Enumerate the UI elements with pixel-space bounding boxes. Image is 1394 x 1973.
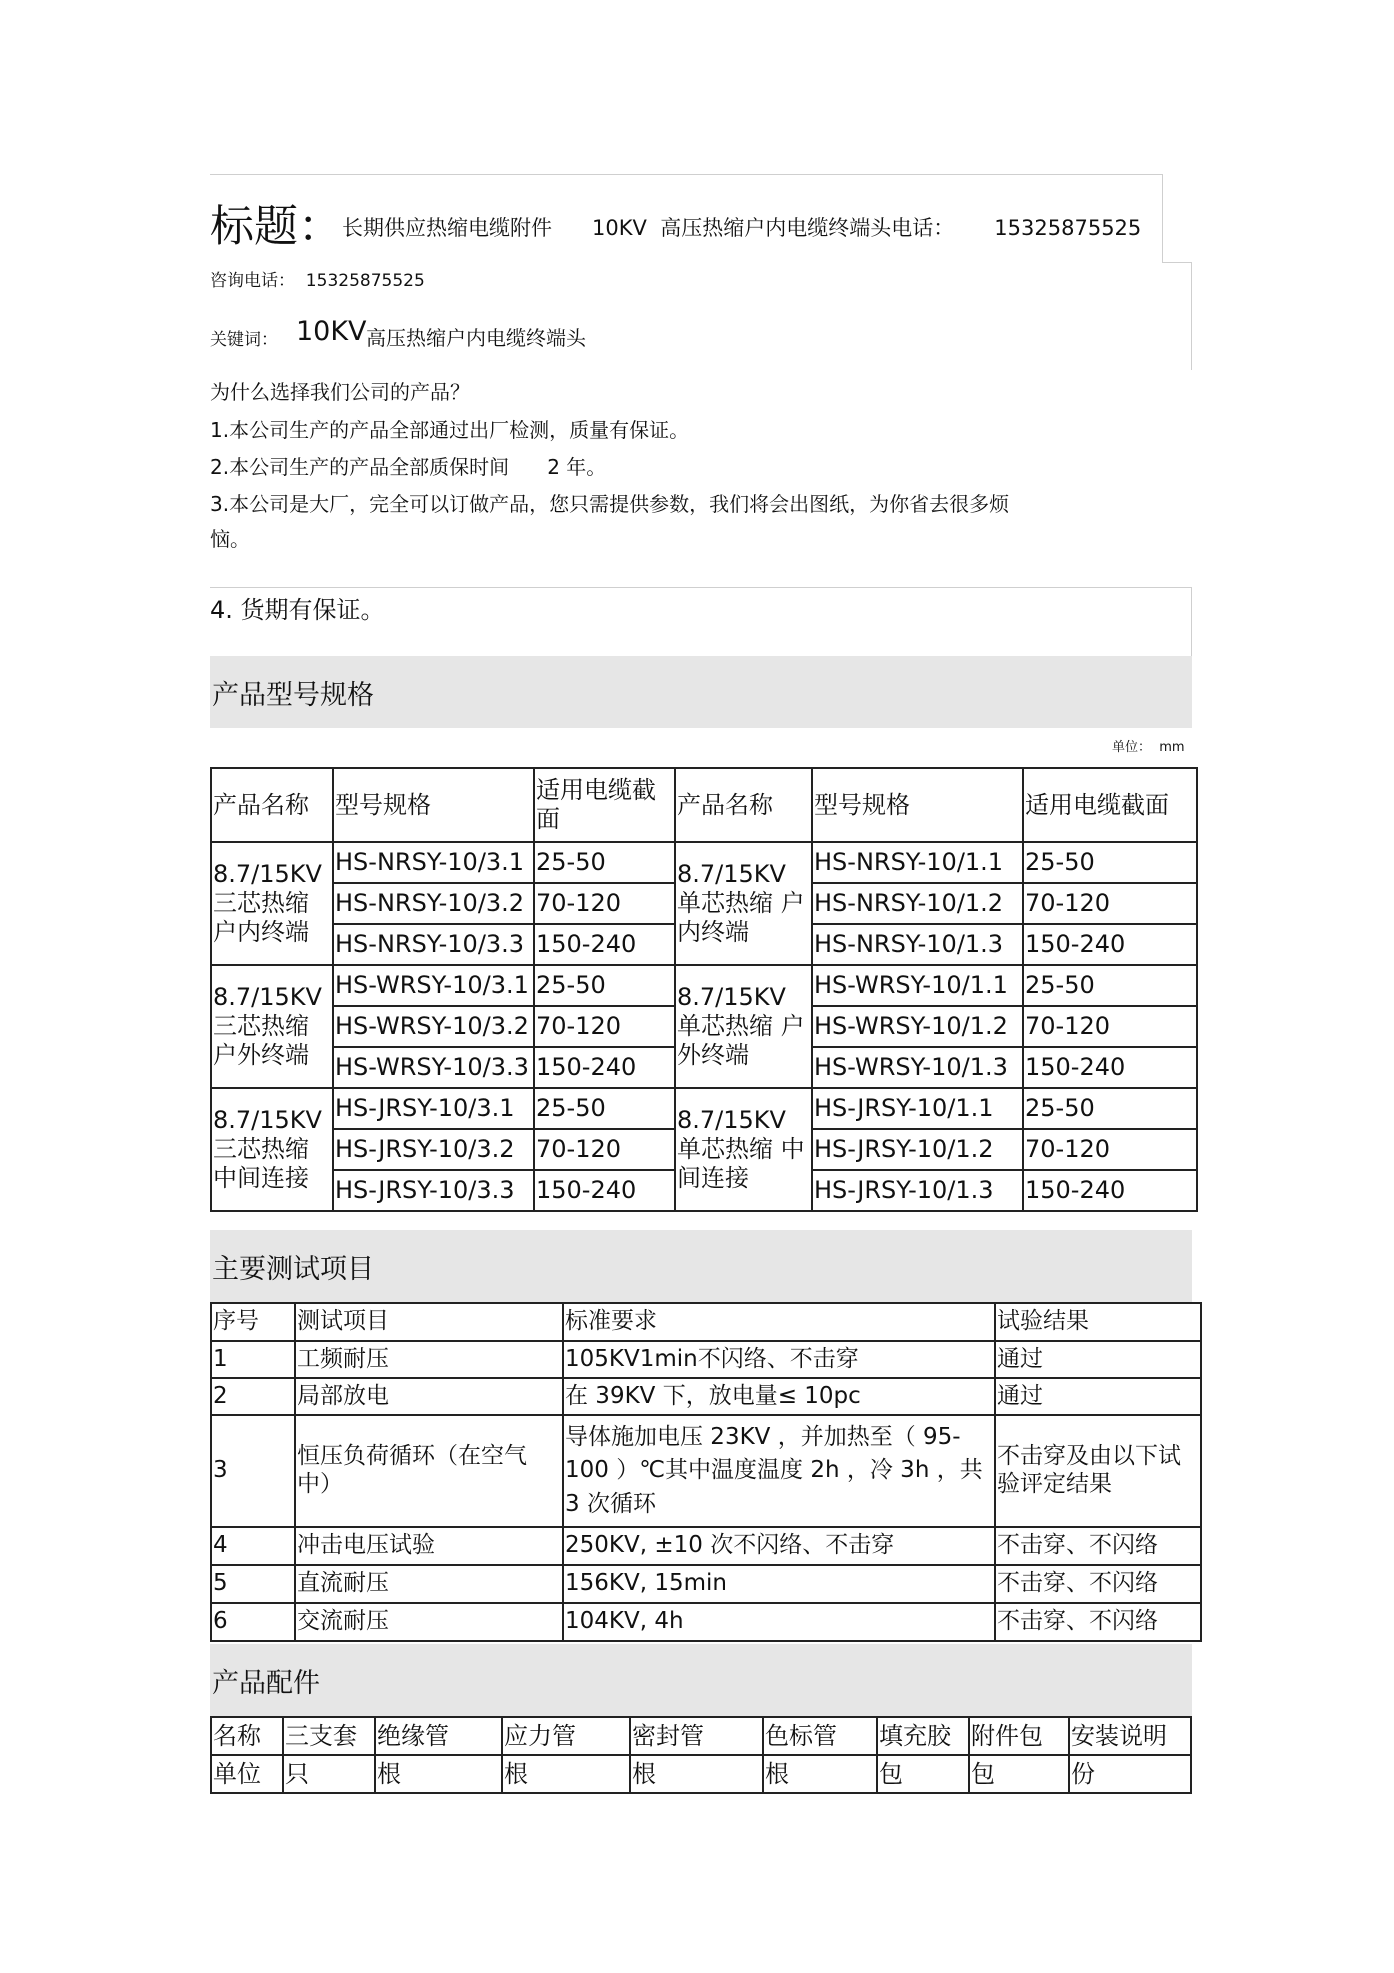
product-name-cell: 8.7/15KV 三芯热缩 户外终端 bbox=[211, 965, 333, 1088]
parts-unit-cell: 根 bbox=[630, 1755, 763, 1793]
model-cell: HS-NRSY-10/1.1 bbox=[812, 842, 1023, 883]
test-req-cell: 在 39KV 下，放电量≤ 10pc bbox=[563, 1378, 995, 1415]
product-name-cell: 8.7/15KV 三芯热缩 户内终端 bbox=[211, 842, 333, 965]
tests-header-cell: 试验结果 bbox=[995, 1303, 1201, 1341]
spec-header-cell: 适用电缆截面 bbox=[1023, 768, 1197, 842]
model-cell: HS-JRSY-10/1.2 bbox=[812, 1129, 1023, 1170]
test-item-cell: 局部放电 bbox=[295, 1378, 563, 1415]
test-no-cell: 4 bbox=[211, 1527, 295, 1565]
test-item-cell: 直流耐压 bbox=[295, 1565, 563, 1603]
parts-unit-cell: 只 bbox=[283, 1755, 375, 1793]
parts-unit-cell: 包 bbox=[877, 1755, 969, 1793]
table-row bbox=[211, 1341, 1201, 1378]
test-item-cell: 工频耐压 bbox=[295, 1341, 563, 1378]
section-cell: 150-240 bbox=[1023, 1170, 1197, 1211]
spec-header-row bbox=[211, 768, 1197, 842]
table-row bbox=[211, 1565, 1201, 1603]
table-row bbox=[211, 1415, 1201, 1527]
parts-name-cell: 名称 bbox=[211, 1717, 283, 1755]
parts-name-cell: 填充胶 bbox=[877, 1717, 969, 1755]
model-cell: HS-NRSY-10/3.3 bbox=[333, 924, 534, 965]
intro-point-3-cont: 恼。 bbox=[210, 527, 250, 551]
model-cell: HS-NRSY-10/1.2 bbox=[812, 883, 1023, 924]
section-cell: 70-120 bbox=[534, 1129, 675, 1170]
test-no-cell: 3 bbox=[211, 1415, 295, 1527]
section-cell: 150-240 bbox=[534, 924, 675, 965]
parts-table bbox=[210, 1716, 1192, 1794]
test-req-cell: 104KV, 4h bbox=[563, 1603, 995, 1641]
parts-name-cell: 安装说明 bbox=[1069, 1717, 1191, 1755]
section-cell: 25-50 bbox=[1023, 1088, 1197, 1129]
table-row bbox=[211, 965, 1197, 1006]
header-frame-right bbox=[1162, 174, 1163, 262]
title-text: 长期供应热缩电缆附件 10KV 高压热缩户内电缆终端头电话： 15325875525 bbox=[342, 216, 1142, 240]
test-item-cell: 冲击电压试验 bbox=[295, 1527, 563, 1565]
spec-table bbox=[210, 767, 1198, 1212]
model-cell: HS-JRSY-10/1.1 bbox=[812, 1088, 1023, 1129]
table-row bbox=[211, 1378, 1201, 1415]
test-item-cell: 交流耐压 bbox=[295, 1603, 563, 1641]
model-cell: HS-NRSY-10/3.1 bbox=[333, 842, 534, 883]
test-item-cell: 恒压负荷循环（在空气中） bbox=[295, 1415, 563, 1527]
model-cell: HS-JRSY-10/1.3 bbox=[812, 1170, 1023, 1211]
parts-unit-cell: 份 bbox=[1069, 1755, 1191, 1793]
parts-unit-cell: 包 bbox=[969, 1755, 1069, 1793]
product-name-cell: 8.7/15KV 单芯热缩 户内终端 bbox=[675, 842, 812, 965]
tests-header-cell: 标准要求 bbox=[563, 1303, 995, 1341]
section-cell: 70-120 bbox=[1023, 1006, 1197, 1047]
test-result-cell: 不击穿及由以下试验评定结果 bbox=[995, 1415, 1201, 1527]
section-cell: 70-120 bbox=[1023, 883, 1197, 924]
tests-section-title: 主要测试项目 bbox=[210, 1230, 1192, 1302]
table-row bbox=[211, 1088, 1197, 1129]
spec-header-cell: 型号规格 bbox=[333, 768, 534, 842]
point4-frame-right bbox=[1191, 587, 1192, 657]
spec-header-cell: 适用电缆截面 bbox=[534, 768, 675, 842]
test-result-cell: 不击穿、不闪络 bbox=[995, 1565, 1201, 1603]
model-cell: HS-JRSY-10/3.1 bbox=[333, 1088, 534, 1129]
test-result-cell: 通过 bbox=[995, 1378, 1201, 1415]
section-cell: 70-120 bbox=[534, 1006, 675, 1047]
model-cell: HS-WRSY-10/1.2 bbox=[812, 1006, 1023, 1047]
tests-table bbox=[210, 1302, 1202, 1642]
intro-point-3: 3.本公司是大厂，完全可以订做产品，您只需提供参数，我们将会出图纸，为你省去很多烦 bbox=[210, 492, 1010, 516]
product-name-cell: 8.7/15KV 单芯热缩 户外终端 bbox=[675, 965, 812, 1088]
parts-unit-cell: 根 bbox=[763, 1755, 877, 1793]
model-cell: HS-JRSY-10/3.2 bbox=[333, 1129, 534, 1170]
parts-name-cell: 附件包 bbox=[969, 1717, 1069, 1755]
model-cell: HS-NRSY-10/1.3 bbox=[812, 924, 1023, 965]
spec-header-cell: 型号规格 bbox=[812, 768, 1023, 842]
product-name-cell: 8.7/15KV 单芯热缩 中间连接 bbox=[675, 1088, 812, 1211]
parts-unit-cell: 根 bbox=[375, 1755, 502, 1793]
model-cell: HS-WRSY-10/3.2 bbox=[333, 1006, 534, 1047]
intro-point-2: 2.本公司生产的产品全部质保时间 2 年。 bbox=[210, 455, 607, 479]
section-cell: 70-120 bbox=[1023, 1129, 1197, 1170]
test-result-cell: 通过 bbox=[995, 1341, 1201, 1378]
parts-name-cell: 三支套 bbox=[283, 1717, 375, 1755]
section-cell: 150-240 bbox=[534, 1047, 675, 1088]
parts-name-cell: 色标管 bbox=[763, 1717, 877, 1755]
table-row bbox=[211, 1603, 1201, 1641]
test-no-cell: 2 bbox=[211, 1378, 295, 1415]
section-cell: 25-50 bbox=[1023, 842, 1197, 883]
spec-header-cell: 产品名称 bbox=[211, 768, 333, 842]
parts-name-cell: 绝缘管 bbox=[375, 1717, 502, 1755]
tests-header-row bbox=[211, 1303, 1201, 1341]
product-name-cell: 8.7/15KV 三芯热缩 中间连接 bbox=[211, 1088, 333, 1211]
model-cell: HS-NRSY-10/3.2 bbox=[333, 883, 534, 924]
test-no-cell: 5 bbox=[211, 1565, 295, 1603]
header-frame-right-lower bbox=[1191, 262, 1192, 370]
section-cell: 25-50 bbox=[534, 1088, 675, 1129]
parts-name-cell: 应力管 bbox=[502, 1717, 630, 1755]
tests-header-cell: 测试项目 bbox=[295, 1303, 563, 1341]
test-req-cell: 导体施加电压 23KV ，并加热至（ 95-100 ）℃其中温度温度 2h ，冷 3h ，共 3 次循环 bbox=[563, 1415, 995, 1527]
test-result-cell: 不击穿、不闪络 bbox=[995, 1527, 1201, 1565]
table-row bbox=[211, 1527, 1201, 1565]
keyword-rest: 高压热缩户内电缆终端头 bbox=[366, 326, 586, 350]
consult-phone: 咨询电话： 15325875525 bbox=[210, 271, 425, 291]
keyword-value: 10KV bbox=[296, 316, 367, 347]
test-no-cell: 1 bbox=[211, 1341, 295, 1378]
section-cell: 25-50 bbox=[1023, 965, 1197, 1006]
title-label: 标题： bbox=[210, 201, 342, 252]
test-req-cell: 105KV1min不闪络、不击穿 bbox=[563, 1341, 995, 1378]
section-cell: 150-240 bbox=[534, 1170, 675, 1211]
point4-frame-top bbox=[210, 587, 1192, 588]
parts-name-cell: 密封管 bbox=[630, 1717, 763, 1755]
model-cell: HS-WRSY-10/1.3 bbox=[812, 1047, 1023, 1088]
section-cell: 25-50 bbox=[534, 965, 675, 1006]
unit-label: 单位： mm bbox=[1112, 740, 1185, 755]
spec-header-cell: 产品名称 bbox=[675, 768, 812, 842]
parts-section-title: 产品配件 bbox=[210, 1644, 1192, 1716]
parts-unit-cell: 根 bbox=[502, 1755, 630, 1793]
keyword-label: 关键词： bbox=[210, 330, 278, 350]
test-req-cell: 250KV, ±10 次不闪络、不击穿 bbox=[563, 1527, 995, 1565]
test-result-cell: 不击穿、不闪络 bbox=[995, 1603, 1201, 1641]
model-cell: HS-WRSY-10/3.3 bbox=[333, 1047, 534, 1088]
test-no-cell: 6 bbox=[211, 1603, 295, 1641]
parts-name-row bbox=[211, 1717, 1191, 1755]
section-cell: 150-240 bbox=[1023, 1047, 1197, 1088]
intro-point-4: 4. 货期有保证。 bbox=[210, 596, 385, 624]
section-cell: 150-240 bbox=[1023, 924, 1197, 965]
model-cell: HS-WRSY-10/1.1 bbox=[812, 965, 1023, 1006]
table-row bbox=[211, 842, 1197, 883]
model-cell: HS-WRSY-10/3.1 bbox=[333, 965, 534, 1006]
parts-unit-row bbox=[211, 1755, 1191, 1793]
intro-point-1: 1.本公司生产的产品全部通过出厂检测，质量有保证。 bbox=[210, 418, 690, 442]
parts-unit-cell: 单位 bbox=[211, 1755, 283, 1793]
test-req-cell: 156KV, 15min bbox=[563, 1565, 995, 1603]
section-cell: 70-120 bbox=[534, 883, 675, 924]
spec-section-title: 产品型号规格 bbox=[210, 656, 1192, 728]
intro-question: 为什么选择我们公司的产品？ bbox=[210, 380, 470, 404]
header-frame-top bbox=[210, 174, 1163, 175]
header-frame-step bbox=[1162, 262, 1192, 263]
tests-header-cell: 序号 bbox=[211, 1303, 295, 1341]
model-cell: HS-JRSY-10/3.3 bbox=[333, 1170, 534, 1211]
section-cell: 25-50 bbox=[534, 842, 675, 883]
